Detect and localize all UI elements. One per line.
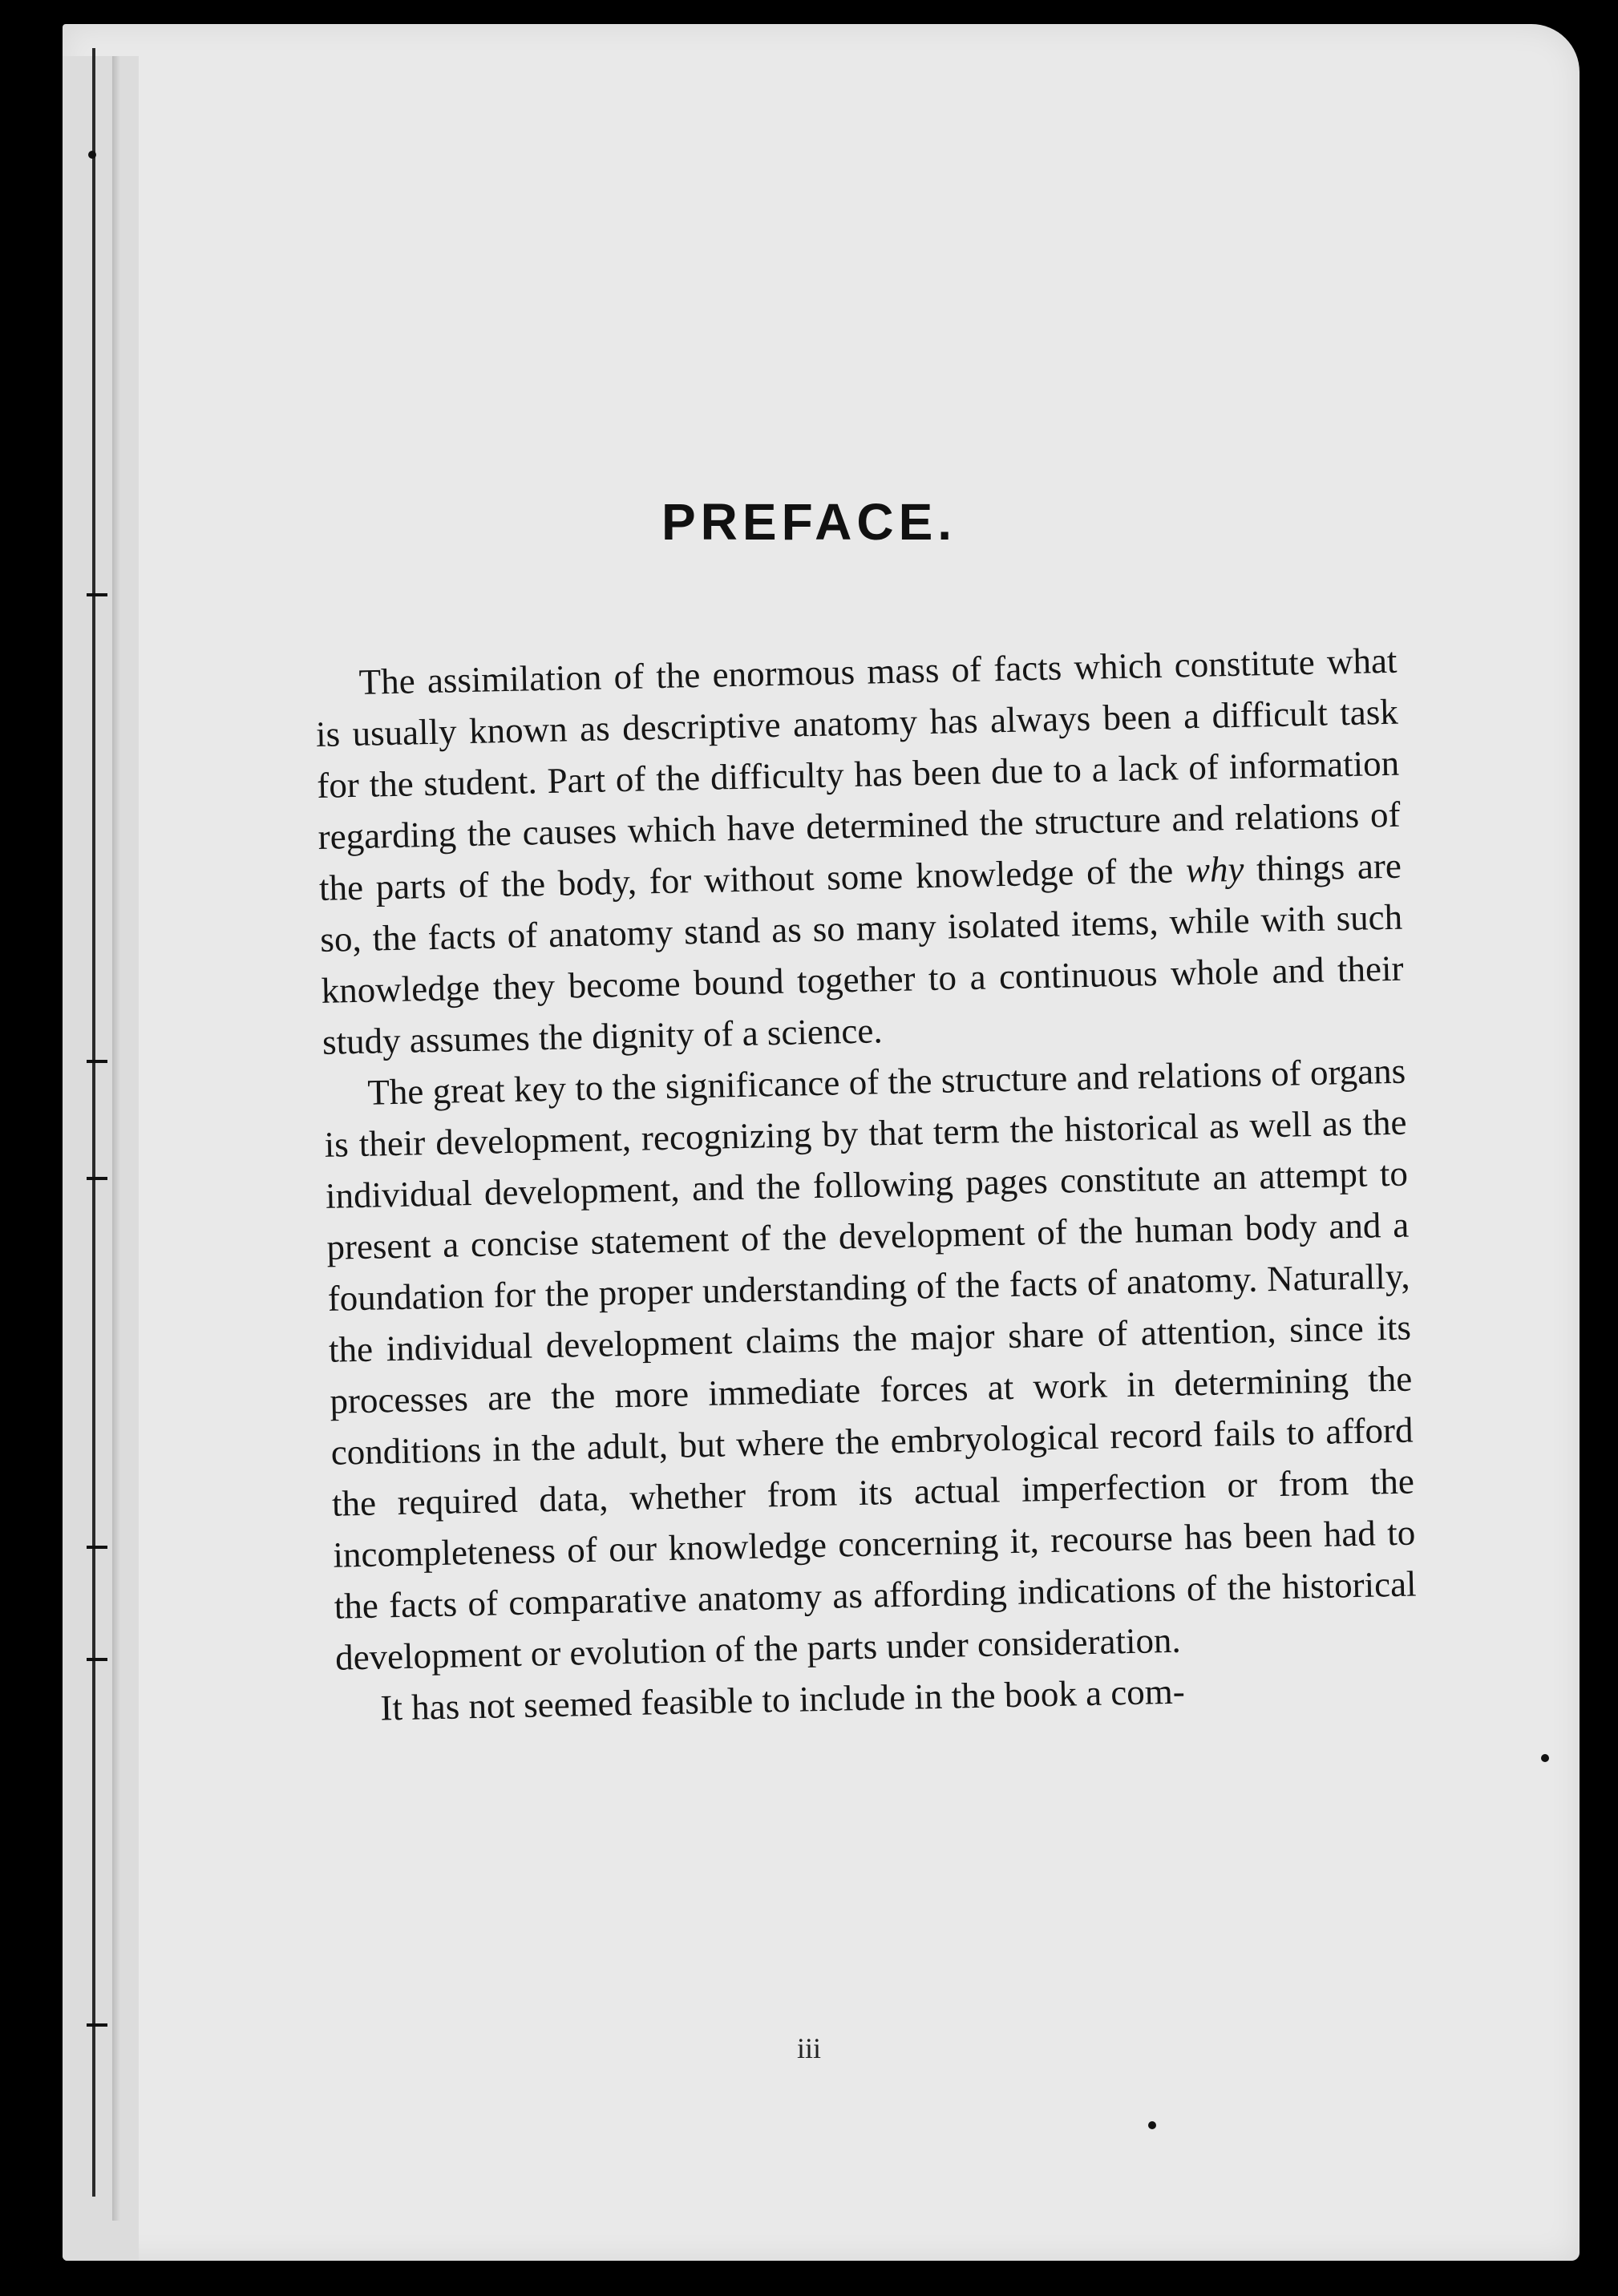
binding-mark [87,2023,107,2027]
paragraph-2: The great key to the significance of the structure and relations of organs is their development, recognizing by that term the historical as well as the individual development, and the following pages constitute an attempt to present a concise statement of the development of the human body and a foundation for the proper understanding of the facts of anatomy. Naturally, the individual development claims the major share of attention, since its processes are the more immediate forces at work in determining the conditions in the adult, but where the embryological record fails to afford the required data, whether from its actual imperfection or from the incompleteness of our knowledge concerning it, recourse has been had to the facts of comparative anatomy as affording indications of the historical development or evolution of the parts under consideration. [324,1050,1418,1678]
binding-mark [87,1658,107,1661]
speck-mark [88,151,96,159]
binding-mark [87,1546,107,1549]
paragraph-1 [314,635,1405,1068]
emphasis-word: why [1185,848,1244,891]
binding-mark [87,1177,107,1180]
binding-mark [87,1060,107,1063]
page-title: PREFACE. [661,493,957,551]
gutter-line [92,48,95,2197]
gutter-shadow [112,56,120,2221]
speck-mark [1148,2121,1156,2129]
page-number: iii [796,2032,821,2064]
paragraph-1-text-b: things are so, the facts of anatomy stand as so many isolated items, while with such knowledge they become bound together to a continuous whole and their study assumes the dignity of a science. [319,845,1404,1062]
paragraph-1-text-a: The assimilation of the enormous mass of facts which constitute what is usually known as descriptive anatomy has always been a difficult task for the student. Part of the difficulty has been due to a lack of information regarding the causes which have determined the structure and relations of the parts of the body, for without some knowledge of the [315,640,1401,908]
paragraph-3: It has not seemed feasible to include in the book a com- [379,1671,1186,1728]
binding-mark [87,593,107,596]
preface-body [314,635,1419,1735]
facing-page-edge [63,56,139,2261]
speck-mark [1541,1754,1549,1762]
